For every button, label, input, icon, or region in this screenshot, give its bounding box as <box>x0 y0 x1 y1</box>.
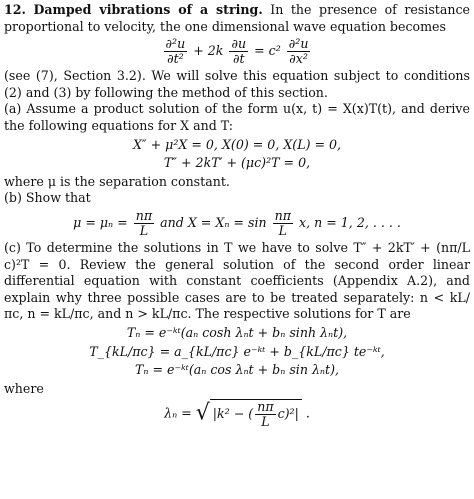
frac-d2u-dx2: $\frac{\text{∂²u}}{\text{∂x²}}$ <box>288 36 309 67</box>
problem-number: 12. <box>4 2 26 17</box>
part-c-text: (c) To determine the solutions in T we have to solve T″ + 2kT′ + (nπ/L c)²T = 0. Review the general solution of the second order linear differential equation with constant coefficients (Appendix A.2), and explain why three possible cases are to be treated separately: n < kL/πc, n = kL/πc, and n > kL/πc. The respective solutions for T are <box>4 239 470 322</box>
equation-t: T″ + 2kT′ + (μc)²T = 0, <box>163 155 311 171</box>
problem-intro <box>4 2 470 35</box>
frac-du-dt: $\frac{\partial u}{\partial t}$ <box>231 36 247 67</box>
where-mu-text: where μ is the separation constant. <box>4 173 230 189</box>
part-a-text: (a) Assume a product solution of the form u(x, t) = X(x)T(t), and derive the following equations for X and T: <box>4 101 470 133</box>
equation-x: X″ + μ²X = 0, X(0) = 0, X(L) = 0, <box>132 136 342 152</box>
wave-equation: $\frac{\text{∂²u}}{\text{∂t²}}$ + 2k $\frac{\partial u}{\partial t}$ = c² $\frac{\text{∂²u}}{\text{∂x²}}$ <box>165 36 309 67</box>
problem-text <box>4 2 470 431</box>
sqrt-sign: √ |k² − ( $\frac{n\pi}{L}$ c)²| <box>196 399 302 429</box>
equation-b: μ = μₙ = $\frac{n\pi}{L}$ and X = Xₙ = sin $\frac{n\pi}{L}$ x, n = 1, 2, . . . . <box>73 207 401 238</box>
solution-2: T_{kL/πc} = a_{kL/πc} e⁻ᵏᵗ + b_{kL/πc} te⁻ᵏᵗ, <box>89 343 385 359</box>
solution-1: Tₙ = e⁻ᵏᵗ(aₙ cosh λₙt + bₙ sinh λₙt), <box>126 324 348 340</box>
frac-d2u-dt2: $\frac{\text{∂²u}}{\text{∂t²}}$ <box>165 36 186 67</box>
lambda-equation: λₙ = √ |k² − ( $\frac{n\pi}{L}$ c)²| . <box>164 399 310 430</box>
intro-text: In the presence of resistance proportional to velocity, the one dimensional wave equation becomes <box>4 2 470 34</box>
problem-title: Damped vibrations of a string. <box>33 2 263 17</box>
solution-3: Tₙ = e⁻ᵏᵗ(aₙ cos λₙt + bₙ sin λₙt), <box>134 362 340 378</box>
where-text: where <box>4 380 44 396</box>
part-b-text: (b) Show that <box>4 190 91 206</box>
after-equation-text: (see (7), Section 3.2). We will solve this equation subject to conditions (2) and (3) by following the method of this section. <box>4 68 470 100</box>
